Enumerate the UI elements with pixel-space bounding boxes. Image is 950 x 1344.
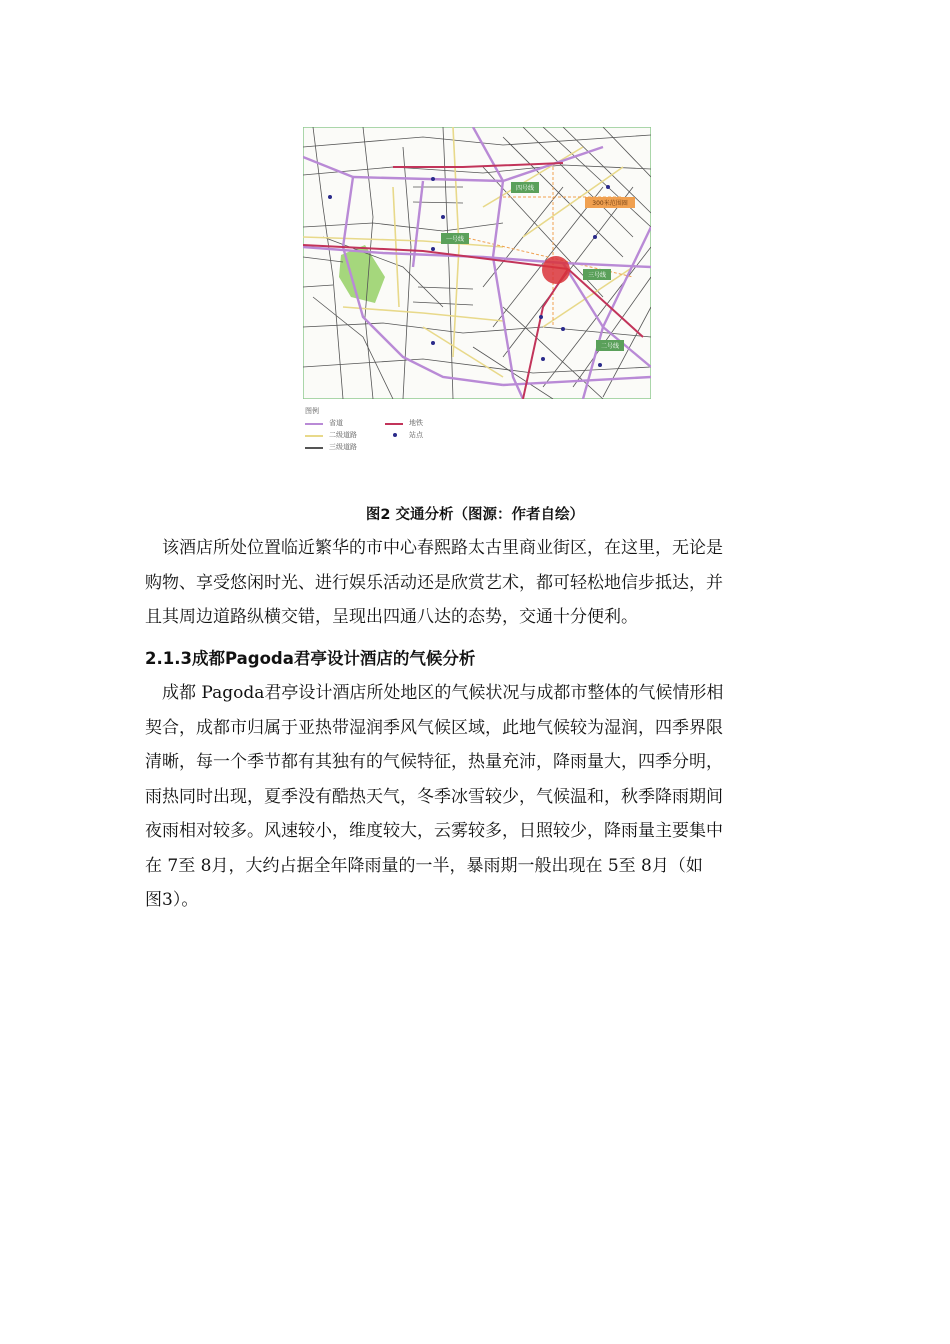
station-dot [441, 215, 445, 219]
figure-caption: 图2 交通分析（图源：作者自绘） [365, 507, 585, 523]
traffic-map [303, 127, 651, 399]
text-line: 且其周边道路纵横交错，呈现出四通八达的态势，交通十分便利。 [145, 607, 638, 627]
station-dot [431, 177, 435, 181]
legend-swatch [305, 447, 323, 449]
range-label-text: 300米范围圈 [592, 200, 628, 207]
line-label-4-text: 四号线 [515, 185, 535, 192]
text-line: 契合，成都市归属于亚热带湿润季风气候区域，此地气候较为湿润，四季界限 [145, 717, 723, 738]
station-dot [328, 195, 332, 199]
line-label-1-text: 一号线 [445, 236, 465, 243]
line-label-4 [511, 182, 539, 193]
map-legend [303, 406, 543, 466]
line-label-3 [583, 269, 611, 280]
station-dot [431, 341, 435, 345]
line-label-1 [441, 233, 469, 244]
station-dot [539, 315, 543, 319]
station-dot [431, 247, 435, 251]
text-line: 清晰，每一个季节都有其独有的气候特征，热量充沛，降雨量大，四季分明， [145, 752, 723, 772]
legend-label: 二级道路 [329, 431, 357, 439]
station-dot [561, 327, 565, 331]
text-line: 成都 Pagoda君亭设计酒店所处地区的气候状况与成都市整体的气候情形相 [145, 683, 724, 703]
text-line: 夜雨相对较多。风速较小，维度较大，云雾较多，日照较少，降雨量主要集中 [145, 821, 723, 841]
legend-label: 地铁 [409, 419, 423, 427]
section-heading: 2.1.3成都Pagoda君亭设计酒店的气候分析 [145, 649, 476, 668]
legend-label: 省道 [329, 419, 343, 427]
station-dot [593, 235, 597, 239]
line-label-2 [596, 340, 624, 351]
hotel-location-marker [542, 256, 570, 284]
legend-title: 图例 [305, 407, 319, 415]
station-dot [598, 363, 602, 367]
station-icon [393, 433, 397, 437]
text-line: 在 7至 8月，大约占据全年降雨量的一半，暴雨期一般出现在 5至 8月（如 [145, 855, 703, 876]
text-line: 图3）。 [145, 890, 199, 910]
station-dot [541, 357, 545, 361]
text-line: 购物、享受悠闲时光、进行娱乐活动还是欣赏艺术，都可轻松地信步抵达，并 [145, 572, 723, 593]
paragraph-location [145, 531, 810, 635]
line-label-2-text: 二号线 [600, 343, 620, 350]
text-line: 雨热同时出现，夏季没有酷热天气，冬季冰雪较少，气候温和，秋季降雨期间 [145, 786, 723, 807]
traffic-analysis-figure [291, 120, 663, 472]
legend-label: 三级道路 [329, 443, 357, 451]
text-line: 该酒店所处位置临近繁华的市中心春熙路太古里商业街区，在这里，无论是 [145, 538, 723, 558]
station-dot [606, 185, 610, 189]
legend-swatch [305, 435, 323, 437]
legend-swatch [385, 423, 403, 425]
legend-swatch [305, 423, 323, 425]
paragraph-climate [145, 676, 810, 918]
range-label [585, 197, 635, 208]
line-label-3-text: 三号线 [587, 272, 607, 279]
legend-label: 站点 [409, 431, 423, 439]
